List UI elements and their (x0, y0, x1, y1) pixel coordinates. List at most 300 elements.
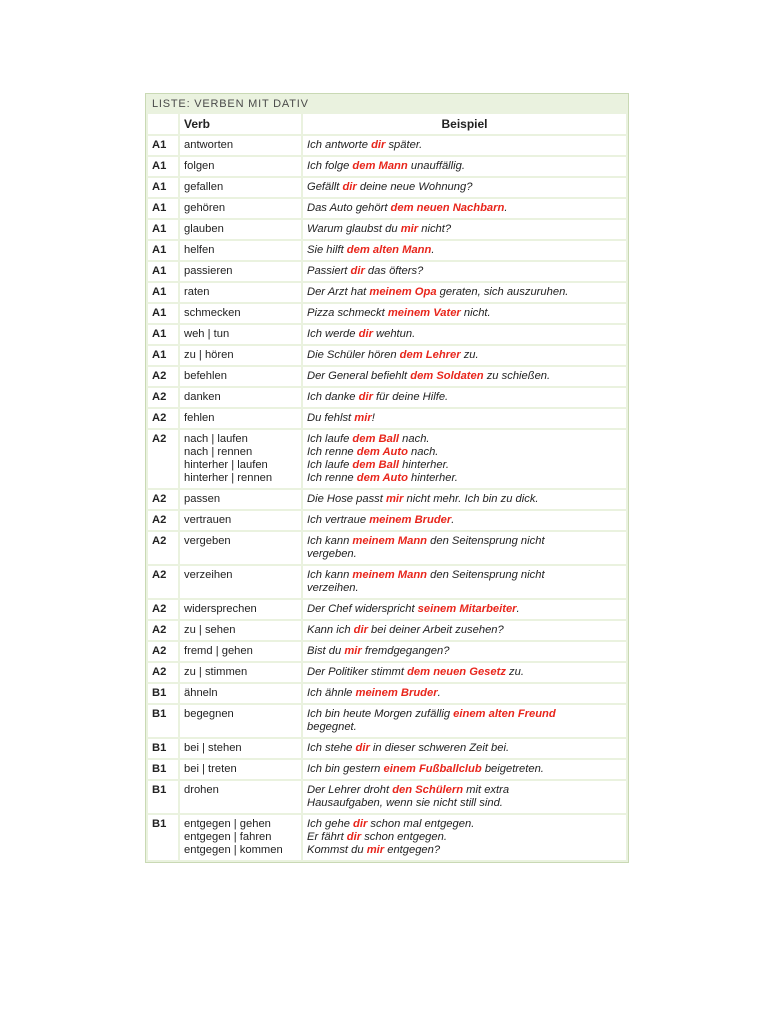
example-line (307, 223, 622, 236)
table-row (148, 760, 626, 779)
example-text: nach. (407, 446, 439, 458)
verb-text: passen (184, 493, 221, 505)
example-cell (303, 430, 626, 488)
verb-cell (180, 367, 301, 386)
table-row (148, 157, 626, 176)
dative-object-highlight: dir (355, 742, 370, 754)
table-row (148, 532, 626, 564)
example-text: Ich renne (307, 446, 357, 458)
dative-object-highlight: mir (354, 412, 372, 424)
example-cell (303, 409, 626, 428)
verb-cell (180, 136, 301, 155)
level-cell: A1 (148, 262, 178, 281)
verb-text: glauben (184, 223, 224, 235)
level-cell: A2 (148, 621, 178, 640)
table-row (148, 220, 626, 239)
verb-text: antworten (184, 139, 234, 151)
example-line (307, 844, 622, 857)
verb-cell (180, 705, 301, 737)
level-cell: B1 (148, 815, 178, 860)
example-line (307, 548, 622, 561)
level-cell: A1 (148, 220, 178, 239)
verb-text: folgen (184, 160, 215, 172)
example-text: verzeihen. (307, 582, 359, 594)
dative-object-highlight: meinem Opa (369, 286, 437, 298)
table-row (148, 781, 626, 813)
example-cell (303, 684, 626, 703)
example-text: Hausaufgaben, wenn sie nicht still sind. (307, 797, 503, 809)
header-example: Beispiel (303, 114, 626, 134)
example-line (307, 645, 622, 658)
verb-text: gefallen (184, 181, 224, 193)
example-text: wehtun. (372, 328, 416, 340)
example-text: Die Schüler hören (307, 349, 400, 361)
example-line (307, 459, 622, 472)
example-text: den Seitensprung nicht (427, 535, 545, 547)
verb-text: danken (184, 391, 221, 403)
example-line (307, 181, 622, 194)
table-row (148, 663, 626, 682)
example-line (307, 265, 622, 278)
verb-cell (180, 346, 301, 365)
verb-cell (180, 684, 301, 703)
verb-cell (180, 241, 301, 260)
table-row (148, 178, 626, 197)
example-line (307, 666, 622, 679)
table-body (148, 136, 626, 860)
example-cell (303, 157, 626, 176)
example-line (307, 818, 622, 831)
example-text: nicht? (418, 223, 452, 235)
verb-text: vergeben (184, 535, 231, 547)
example-text: Kann ich (307, 624, 354, 636)
example-line (307, 446, 622, 459)
verb-cell (180, 663, 301, 682)
example-line (307, 721, 622, 734)
example-cell (303, 367, 626, 386)
table-row (148, 621, 626, 640)
example-line (307, 139, 622, 152)
verb-text: hinterher | laufen (184, 459, 268, 471)
verb-text: entgegen | kommen (184, 844, 283, 856)
example-text: Die Hose passt (307, 493, 386, 505)
example-text: Ich laufe (307, 433, 353, 445)
verb-text: raten (184, 286, 210, 298)
example-line (307, 708, 622, 721)
example-line (307, 831, 622, 844)
verb-cell (180, 490, 301, 509)
example-line (307, 370, 622, 383)
example-cell (303, 262, 626, 281)
level-cell: B1 (148, 760, 178, 779)
verb-text: fehlen (184, 412, 215, 424)
example-line (307, 603, 622, 616)
level-cell: A2 (148, 430, 178, 488)
example-text: in dieser schweren Zeit bei. (369, 742, 510, 754)
example-text: Passiert (307, 265, 351, 277)
dative-object-highlight: mir (385, 493, 404, 505)
table-row (148, 642, 626, 661)
dative-object-highlight: dem neuen Gesetz (407, 666, 506, 678)
dative-object-highlight: dir (358, 391, 373, 403)
level-cell: A1 (148, 304, 178, 323)
dative-object-highlight: mir (344, 645, 362, 657)
example-line (307, 412, 622, 425)
level-cell: A2 (148, 388, 178, 407)
verb-text: drohen (184, 784, 219, 796)
example-text: Pizza schmeckt (307, 307, 388, 319)
verb-cell (180, 781, 301, 813)
example-text: zu schießen. (483, 370, 551, 382)
verb-text: bei | stehen (184, 742, 242, 754)
verb-cell (180, 760, 301, 779)
example-text: begegnet. (307, 721, 357, 733)
example-line (307, 202, 622, 215)
level-cell: A1 (148, 178, 178, 197)
example-text: Sie hilft (307, 244, 347, 256)
verb-cell (180, 815, 301, 860)
example-text: ! (371, 412, 375, 424)
table-row (148, 490, 626, 509)
level-cell: A2 (148, 367, 178, 386)
table-row (148, 511, 626, 530)
example-text: hinterher. (399, 459, 450, 471)
example-cell (303, 760, 626, 779)
example-cell (303, 388, 626, 407)
example-text: . (451, 514, 455, 526)
verb-cell (180, 430, 301, 488)
header-level (148, 114, 178, 134)
example-text: Ich vertraue (307, 514, 370, 526)
table-row (148, 409, 626, 428)
example-cell (303, 325, 626, 344)
level-cell: A1 (148, 346, 178, 365)
example-line (307, 687, 622, 700)
dative-object-highlight: meinem Bruder (355, 687, 438, 699)
verb-text: widersprechen (184, 603, 257, 615)
verb-text: entgegen | fahren (184, 831, 272, 843)
verb-text: nach | laufen (184, 433, 248, 445)
verb-text: zu | stimmen (184, 666, 248, 678)
dative-object-highlight: dem Lehrer (399, 349, 461, 361)
verb-text: schmecken (184, 307, 241, 319)
table-header-row (148, 114, 626, 134)
example-cell (303, 136, 626, 155)
example-text: Er fährt (307, 831, 347, 843)
dative-object-highlight: dir (353, 624, 368, 636)
example-text: hinterher. (407, 472, 458, 484)
example-text: für deine Hilfe. (372, 391, 449, 403)
table-row (148, 815, 626, 860)
dative-object-highlight: seinem Mitarbeiter (417, 603, 517, 615)
example-text: zu. (460, 349, 479, 361)
verb-cell (180, 157, 301, 176)
example-text: . (516, 603, 520, 615)
verb-cell (180, 511, 301, 530)
example-text: Kommst du (307, 844, 367, 856)
table-row (148, 325, 626, 344)
example-cell (303, 490, 626, 509)
dative-object-highlight: dir (371, 139, 386, 151)
example-line (307, 160, 622, 173)
dative-object-highlight: meinem Bruder (369, 514, 452, 526)
example-cell (303, 663, 626, 682)
dative-object-highlight: einem Fußballclub (383, 763, 482, 775)
verb-cell (180, 178, 301, 197)
table-row (148, 566, 626, 598)
table-row (148, 388, 626, 407)
level-cell: A2 (148, 566, 178, 598)
list-title: LISTE: VERBEN MIT DATIV (152, 98, 309, 110)
example-text: vergeben. (307, 548, 357, 560)
example-text: schon mal entgegen. (367, 818, 475, 830)
example-cell (303, 511, 626, 530)
example-text: Das Auto gehört (307, 202, 391, 214)
verb-cell (180, 388, 301, 407)
verb-cell (180, 199, 301, 218)
example-text: Der Politiker stimmt (307, 666, 408, 678)
table-row (148, 367, 626, 386)
dative-object-highlight: mir (400, 223, 419, 235)
example-text: Warum glaubst du (307, 223, 401, 235)
example-text: beigetreten. (481, 763, 544, 775)
example-text: . (431, 244, 435, 256)
example-text: deine neue Wohnung? (356, 181, 473, 193)
verb-text: hinterher | rennen (184, 472, 273, 484)
verb-cell (180, 532, 301, 564)
example-cell (303, 815, 626, 860)
verb-text: helfen (184, 244, 215, 256)
example-text: den Seitensprung nicht (427, 569, 545, 581)
example-text: Ich folge (307, 160, 353, 172)
verb-cell (180, 739, 301, 758)
example-line (307, 742, 622, 755)
example-cell (303, 739, 626, 758)
example-text: Der General befiehlt (307, 370, 411, 382)
example-text: Ich laufe (307, 459, 353, 471)
dative-object-highlight: dem Auto (356, 446, 408, 458)
dative-object-highlight: mir (366, 844, 385, 856)
verb-text: entgegen | gehen (184, 818, 271, 830)
example-cell (303, 346, 626, 365)
level-cell: A2 (148, 490, 178, 509)
example-text: Du fehlst (307, 412, 355, 424)
example-line (307, 286, 622, 299)
level-cell: A2 (148, 511, 178, 530)
example-text: Ich bin gestern (307, 763, 384, 775)
table-row (148, 346, 626, 365)
example-text: Ich renne (307, 472, 357, 484)
dative-object-highlight: dir (342, 181, 357, 193)
example-cell (303, 600, 626, 619)
example-cell (303, 532, 626, 564)
level-cell: A1 (148, 241, 178, 260)
example-text: unauffällig. (407, 160, 465, 172)
dative-object-highlight: meinem Mann (352, 535, 428, 547)
example-cell (303, 178, 626, 197)
dative-object-highlight: meinem Vater (387, 307, 461, 319)
example-text: Ich bin heute Morgen zufällig (307, 708, 454, 720)
level-cell: A1 (148, 157, 178, 176)
verb-cell (180, 262, 301, 281)
example-text: Gefällt (307, 181, 343, 193)
level-cell: A2 (148, 663, 178, 682)
example-text: Ich kann (307, 569, 353, 581)
example-cell (303, 566, 626, 598)
verb-text: befehlen (184, 370, 227, 382)
example-line (307, 582, 622, 595)
dative-object-highlight: dir (346, 831, 362, 843)
example-text: Ich antworte (307, 139, 372, 151)
verb-text: passieren (184, 265, 233, 277)
table-row (148, 262, 626, 281)
example-text: Der Arzt hat (307, 286, 370, 298)
example-text: das öfters? (364, 265, 424, 277)
example-line (307, 244, 622, 257)
example-text: Bist du (307, 645, 345, 657)
level-cell: B1 (148, 705, 178, 737)
example-line (307, 493, 622, 506)
example-line (307, 535, 622, 548)
verb-text: vertrauen (184, 514, 232, 526)
level-cell: A1 (148, 199, 178, 218)
dative-object-highlight: dem neuen Nachbarn (390, 202, 505, 214)
level-cell: A2 (148, 600, 178, 619)
verb-list-document (145, 93, 629, 863)
example-text: Ich werde (307, 328, 359, 340)
example-line (307, 328, 622, 341)
table-row (148, 684, 626, 703)
level-cell: B1 (148, 781, 178, 813)
verb-text: gehören (184, 202, 226, 214)
example-text: nach. (399, 433, 430, 445)
level-cell: A2 (148, 642, 178, 661)
example-line (307, 569, 622, 582)
example-text: . (504, 202, 508, 214)
example-line (307, 763, 622, 776)
example-text: Ich kann (307, 535, 353, 547)
dative-object-highlight: dem alten Mann (346, 244, 432, 256)
verb-cell (180, 600, 301, 619)
example-text: mit extra (463, 784, 510, 796)
example-text: Ich stehe (307, 742, 356, 754)
level-cell: A2 (148, 532, 178, 564)
dative-object-highlight: einem alten Freund (453, 708, 556, 720)
table-row (148, 136, 626, 155)
example-cell (303, 621, 626, 640)
verb-text: begegnen (184, 708, 234, 720)
table-row (148, 241, 626, 260)
dative-object-highlight: dem Mann (352, 160, 408, 172)
example-cell (303, 705, 626, 737)
example-line (307, 624, 622, 637)
example-text: nicht. (460, 307, 491, 319)
table-row (148, 430, 626, 488)
example-line (307, 797, 622, 810)
example-line (307, 349, 622, 362)
verb-table (146, 112, 628, 862)
verb-cell (180, 621, 301, 640)
example-cell (303, 220, 626, 239)
verb-text: verzeihen (184, 569, 233, 581)
example-cell (303, 781, 626, 813)
level-cell: A2 (148, 409, 178, 428)
dative-object-highlight: meinem Mann (352, 569, 428, 581)
example-line (307, 433, 622, 446)
example-cell (303, 241, 626, 260)
verb-text: ähneln (184, 687, 218, 699)
example-text: zu. (505, 666, 524, 678)
example-text: Ich danke (307, 391, 359, 403)
example-line (307, 514, 622, 527)
table-row (148, 304, 626, 323)
dative-object-highlight: dem Ball (352, 433, 400, 445)
verb-cell (180, 220, 301, 239)
verb-text: fremd | gehen (184, 645, 253, 657)
example-text: Der Chef widerspricht (307, 603, 418, 615)
dative-object-highlight: dir (353, 818, 368, 830)
level-cell: A1 (148, 283, 178, 302)
verb-cell (180, 566, 301, 598)
example-text: geraten, sich auszuruhen. (436, 286, 569, 298)
example-text: fremdgegangen? (361, 645, 450, 657)
example-cell (303, 283, 626, 302)
dative-object-highlight: dir (358, 328, 373, 340)
example-text: . (437, 687, 441, 699)
verb-cell (180, 642, 301, 661)
example-cell (303, 642, 626, 661)
example-text: Der Lehrer droht (307, 784, 393, 796)
table-row (148, 739, 626, 758)
level-cell: A1 (148, 325, 178, 344)
header-verb: Verb (180, 114, 301, 134)
level-cell: A1 (148, 136, 178, 155)
table-row (148, 705, 626, 737)
dative-object-highlight: dem Ball (352, 459, 400, 471)
dative-object-highlight: dem Auto (356, 472, 408, 484)
dative-object-highlight: den Schülern (392, 784, 464, 796)
verb-cell (180, 325, 301, 344)
example-text: Ich ähnle (307, 687, 356, 699)
table-row (148, 199, 626, 218)
example-text: später. (385, 139, 423, 151)
example-line (307, 391, 622, 404)
example-text: schon entgegen. (361, 831, 447, 843)
table-row (148, 283, 626, 302)
example-text: entgegen? (384, 844, 441, 856)
dative-object-highlight: dem Soldaten (410, 370, 484, 382)
verb-text: nach | rennen (184, 446, 253, 458)
verb-text: weh | tun (184, 328, 230, 340)
example-line (307, 784, 622, 797)
level-cell: B1 (148, 739, 178, 758)
example-cell (303, 304, 626, 323)
verb-cell (180, 409, 301, 428)
verb-text: zu | hören (184, 349, 234, 361)
example-text: Ich gehe (307, 818, 354, 830)
example-cell (303, 199, 626, 218)
table-row (148, 600, 626, 619)
verb-cell (180, 283, 301, 302)
verb-text: zu | sehen (184, 624, 236, 636)
example-line (307, 307, 622, 320)
example-text: nicht mehr. Ich bin zu dick. (403, 493, 539, 505)
example-line (307, 472, 622, 485)
verb-cell (180, 304, 301, 323)
dative-object-highlight: dir (350, 265, 365, 277)
verb-text: bei | treten (184, 763, 237, 775)
example-text: bei deiner Arbeit zusehen? (367, 624, 504, 636)
